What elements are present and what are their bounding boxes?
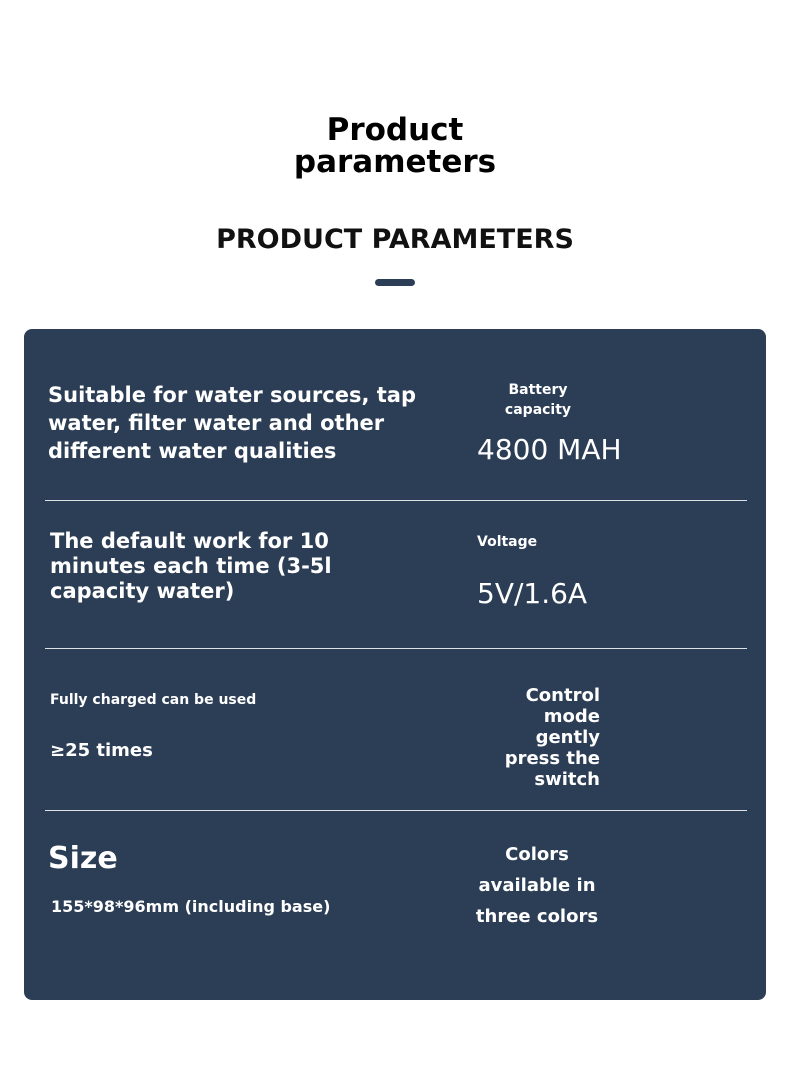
page-title: Product parameters [293, 112, 497, 180]
fully-charged-label: Fully charged can be used [50, 692, 257, 708]
accent-divider-bar [375, 279, 415, 286]
water-sources-text: Suitable for water sources, tap water, filter water and other different water qualities [48, 383, 416, 463]
colors-text: Colors available in three colors [475, 844, 599, 927]
parameters-panel [24, 329, 766, 1000]
size-value: 155*98*96mm (including base) [51, 897, 331, 916]
row-divider [45, 500, 747, 501]
voltage-value: 5V/1.6A [477, 577, 588, 610]
row-divider [45, 648, 747, 649]
row-divider [45, 810, 747, 811]
battery-capacity-value: 4800 MAH [477, 433, 622, 466]
battery-capacity-label: Battery capacity [504, 382, 572, 418]
default-work-text: The default work for 10 minutes each time (3-5l capacity water) [50, 529, 332, 603]
control-mode-text: Control mode gently press the switch [504, 685, 600, 790]
page-subtitle: PRODUCT PARAMETERS [216, 224, 574, 255]
voltage-label: Voltage [477, 534, 538, 550]
usage-times-value: ≥25 times [50, 740, 153, 761]
size-label: Size [48, 841, 118, 876]
